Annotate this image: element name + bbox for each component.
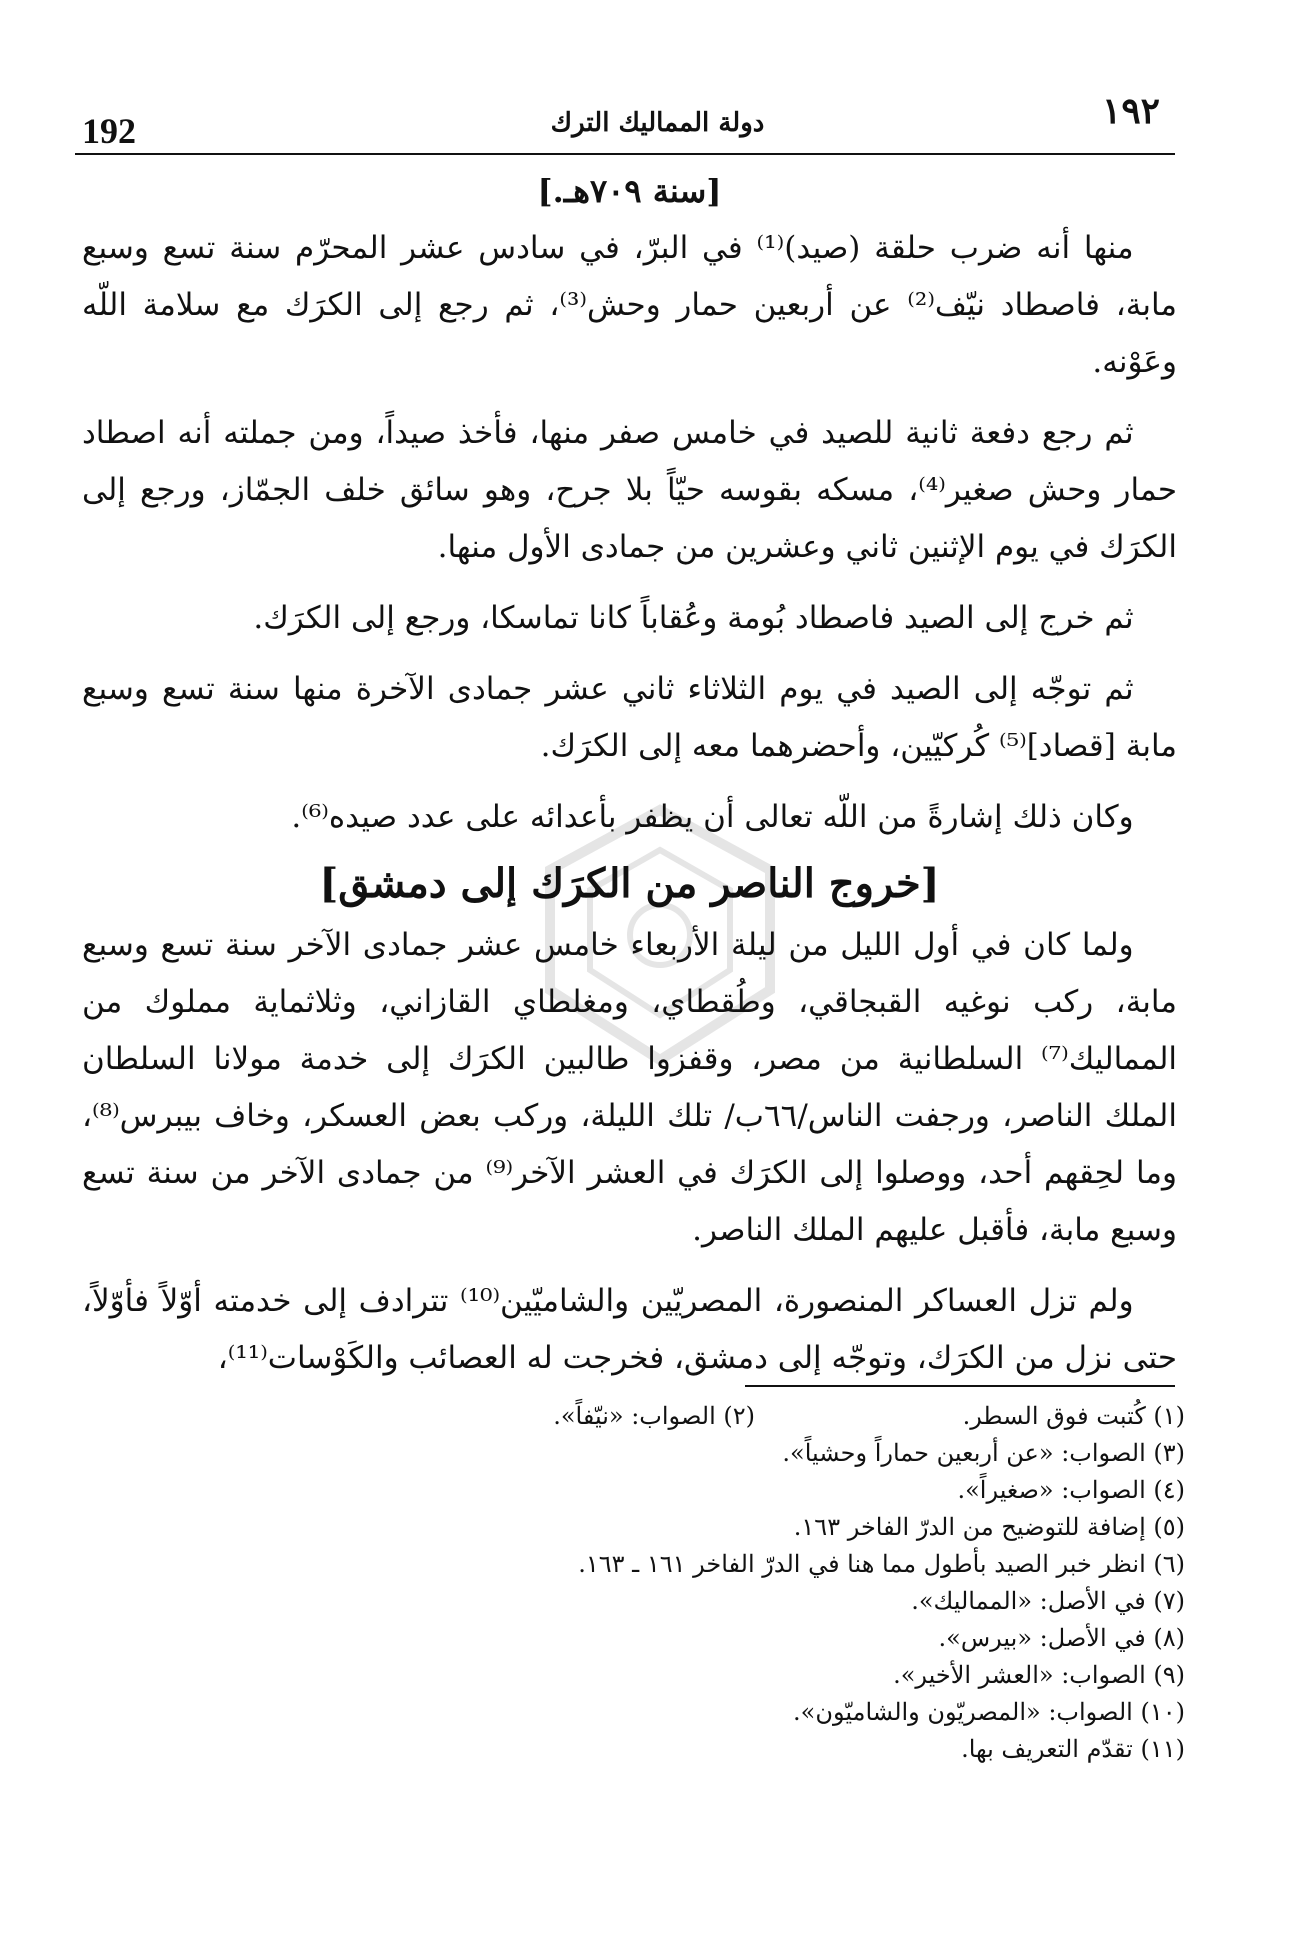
footnote: (٣) الصواب: «عن أربعين حماراً وحشياً». — [782, 1439, 1185, 1467]
footnote-rule — [745, 1385, 1175, 1387]
footnotes — [82, 1398, 1185, 1768]
paragraph: ثم توجّه إلى الصيد في يوم الثلاثاء ثاني عشر جمادى الآخرة منها سنة تسع وسبع مابة [قصاد]⁽⁵⁾ كُركيّين، وأحضرهما معه إلى الكرَك. — [82, 671, 1177, 764]
section-heading: [خروج الناصر من الكرَك إلى دمشق] — [319, 860, 940, 907]
page-number-latin: 192 — [82, 111, 136, 151]
footnote: (١١) تقدّم التعريف بها. — [961, 1735, 1185, 1763]
footnote: (١) كُتبت فوق السطر. — [962, 1402, 1185, 1430]
footnote: (٩) الصواب: «العشر الأخير». — [893, 1661, 1185, 1689]
footnote: (٧) في الأصل: «المماليك». — [911, 1587, 1185, 1615]
page-header — [0, 78, 1315, 151]
footnote-row — [82, 1398, 1185, 1435]
footnote: (٤) الصواب: «صغيراً». — [957, 1476, 1185, 1504]
footnote: (٦) انظر خبر الصيد بأطول مما هنا في الدرّ الفاخر ١٦١ ـ ١٦٣. — [578, 1550, 1185, 1578]
page-number-arabic: ١٩٢ — [1101, 90, 1160, 132]
paragraph: وكان ذلك إشارةً من اللّه تعالى أن يظفر بأعدائه على عدد صيده⁽⁶⁾. — [291, 799, 1134, 835]
paragraph: منها أنه ضرب حلقة (صيد)⁽¹⁾ في البرّ، في سادس عشر المحرّم سنة تسع وسبع مابة، فاصطاد نيّف⁽²⁾ عن أربعين حمار وحش⁽³⁾، ثم رجع إلى الكرَك مع سلامة اللّه وعَوْنه. — [82, 230, 1177, 380]
paragraph: ثم رجع دفعة ثانية للصيد في خامس صفر منها، فأخذ صيداً، ومن جملته أنه اصطاد حمار وحش صغير⁽⁴⁾، مسكه بقوسه حيّاً بلا جرح، وهو سائق خلف الجمّاز، ورجع إلى الكرَك في يوم الإثنين ثاني وعشرين من جمادى الأول منها. — [82, 415, 1177, 565]
footnote: (٢) الصواب: «نيّفاً». — [553, 1402, 755, 1430]
footnote: (١٠) الصواب: «المصريّون والشاميّون». — [793, 1698, 1185, 1726]
year-heading: [سنة ٧٠٩هـ.] — [537, 172, 722, 210]
footnote: (٨) في الأصل: «بيرس». — [938, 1624, 1185, 1652]
running-title: دولة المماليك الترك — [550, 108, 765, 138]
main-text — [82, 172, 1177, 1401]
paragraph: ثم خرج إلى الصيد فاصطاد بُومة وعُقاباً كانا تماسكا، ورجع إلى الكرَك. — [253, 600, 1134, 636]
header-rule — [75, 153, 1175, 155]
paragraph: ولما كان في أول الليل من ليلة الأربعاء خامس عشر جمادى الآخر سنة تسع وسبع مابة، ركب نوغيه القبجاقي، وطُقطاي، ومغلطاي القازاني، وثلاثماية مملوك من المماليك⁽⁷⁾ السلطانية من مصر، وقفزوا طالبين الكرَك إلى خدمة مولانا السلطان الملك الناصر، ورجفت الناس/٦٦ب/ تلك الليلة، وركب بعض العسكر، وخاف بيبرس⁽⁸⁾، وما لحِقهم أحد، ووصلوا إلى الكرَك في العشر الآخر⁽⁹⁾ من جمادى الآخر من سنة تسع وسبع مابة، فأقبل عليهم الملك الناصر. — [82, 927, 1177, 1248]
paragraph: ولم تزل العساكر المنصورة، المصريّين والشاميّين⁽¹⁰⁾ تترادف إلى خدمته أوّلاً فأوّلاً، حتى نزل من الكرَك، وتوجّه إلى دمشق، فخرجت له العصائب والكَوْسات⁽¹¹⁾، — [82, 1283, 1177, 1376]
footnote: (٥) إضافة للتوضيح من الدرّ الفاخر ١٦٣. — [793, 1513, 1185, 1541]
